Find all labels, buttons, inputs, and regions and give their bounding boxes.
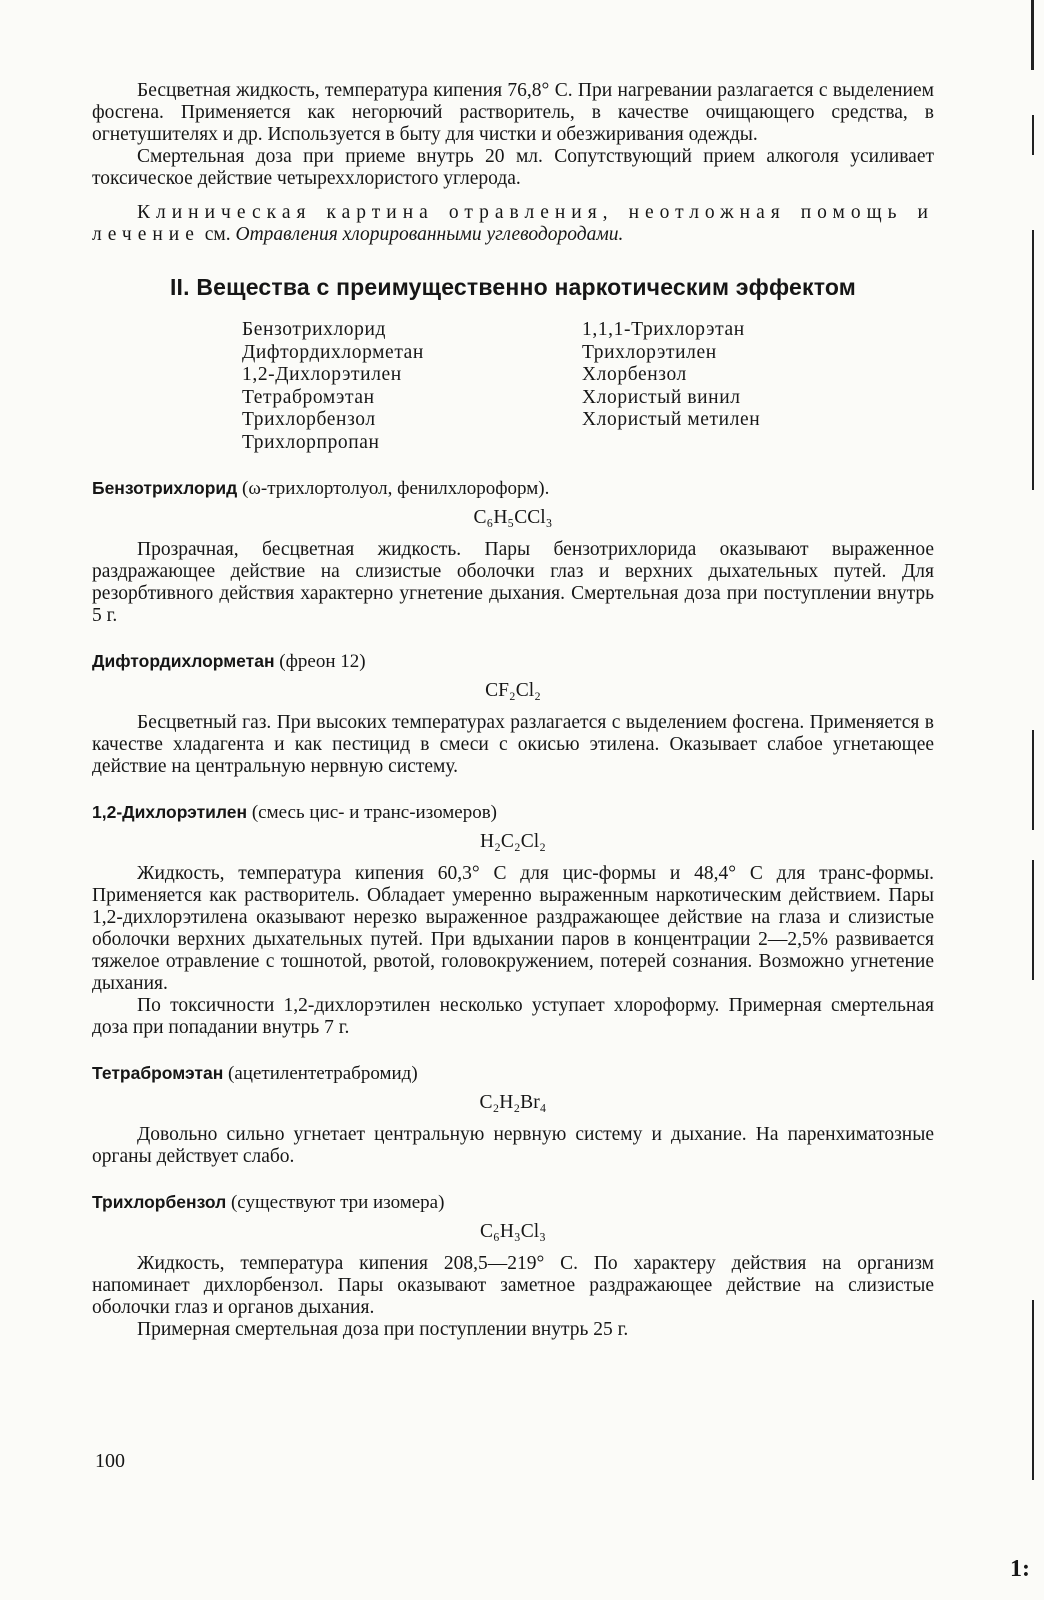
entry-heading bbox=[92, 1061, 934, 1086]
entry-heading bbox=[92, 476, 934, 501]
entry-note: (смесь цис- и транс-изомеров) bbox=[247, 802, 498, 823]
scan-edge-line bbox=[1032, 230, 1034, 490]
compound-item: 1,1,1-Трихлорэтан bbox=[582, 319, 745, 340]
scan-edge-line bbox=[1032, 730, 1034, 830]
compound-item: Хлористый винил bbox=[582, 386, 741, 408]
compound-item: Трихлорпропан bbox=[242, 431, 380, 453]
chemical-formula: C₂H₂Br₄ bbox=[479, 1092, 547, 1113]
entry-paragraph: По токсичности 1,2-дихлорэтилен несколько уступает хлороформу. Примерная смертельная доза при попадании внутрь 7 г. bbox=[92, 995, 934, 1038]
chemical-formula: CF₂Cl₂ bbox=[485, 680, 541, 701]
chemical-formula: C₆H₅CCl₃ bbox=[473, 507, 553, 528]
chemical-formula: C₆H₃Cl₃ bbox=[480, 1221, 546, 1242]
page-number: 100 bbox=[95, 1450, 125, 1472]
paragraph-boiling-info: Бесцветная жидкость, температура кипения 76,8° С. При нагревании разлагается с выделением фосгена. Применяется как негорючий растворитель, в качестве очищающего средства, в огнетушителях и др. Используется в быту для чистки и обезжиривания одежды. bbox=[92, 80, 934, 145]
scan-edge-line bbox=[1032, 115, 1034, 155]
reference-paragraph bbox=[92, 202, 934, 246]
section-title: II. Вещества с преимущественно наркотическим эффектом bbox=[169, 274, 857, 300]
chemical-formula: H₂C₂Cl₂ bbox=[480, 831, 546, 852]
entry-paragraph: Жидкость, температура кипения 60,3° С для цис-формы и 48,4° С для транс-формы. Применяется как растворитель. Обладает умеренно выраженным наркотическим действием. Пары 1,2-дихлорэтилена оказывают нерезко выраженное раздражающее действие на глаза и слизистые оболочки верхних дыхательных путей. При вдыхании паров в концентрации 2—2,5% развивается тяжелое отравление с тошнотой, рвотой, головокружением, потерей сознания. Возможно угнетение дыхания. bbox=[92, 863, 934, 994]
entry-paragraph: Прозрачная, бесцветная жидкость. Пары бензотрихлорида оказывают выраженное раздражающее действие на слизистые оболочки глаз и верхних дыхательных путей. Для резорбтивного действия характерно угнетение дыхания. Смертельная доза при поступлении внутрь 5 г. bbox=[92, 539, 934, 626]
entry-paragraph: Жидкость, температура кипения 208,5—219° С. По характеру действия на организм напоминает дихлорбензол. Пары оказывают заметное раздражающее действие на слизистые оболочки глаз и органов дыхания. bbox=[92, 1253, 934, 1318]
compound-item: Трихлорэтилен bbox=[582, 341, 717, 363]
reference-see: см. bbox=[199, 224, 236, 245]
entry-note: (фреон 12) bbox=[274, 651, 366, 672]
scan-edge-line bbox=[1032, 1300, 1034, 1480]
entry-paragraph: Довольно сильно угнетает центральную нервную систему и дыхание. На паренхиматозные органы действует слабо. bbox=[92, 1124, 934, 1167]
compound-list bbox=[242, 319, 934, 454]
entry-heading bbox=[92, 649, 934, 674]
entry-name: Тетрабромэтан bbox=[92, 1063, 224, 1083]
compound-item: 1,2-Дихлорэтилен bbox=[242, 364, 402, 385]
entry-note: (ацетилентетрабромид) bbox=[223, 1063, 418, 1084]
compound-column-left bbox=[242, 319, 582, 454]
scan-edge-line bbox=[1032, 860, 1034, 980]
compound-item: Дифтордихлорметан bbox=[242, 341, 424, 363]
entry-heading bbox=[92, 800, 934, 825]
reference-link-text: Отравления хлорированными углеводородами. bbox=[235, 224, 624, 245]
compound-item: Тетрабромэтан bbox=[242, 386, 375, 408]
entry-note: (ω-трихлортолуол, фенилхлороформ). bbox=[237, 478, 550, 499]
entry-name: Дифтордихлорметан bbox=[92, 651, 275, 671]
entry-name: Бензотрихлорид bbox=[92, 478, 238, 498]
compound-item: Трихлорбензол bbox=[242, 409, 376, 430]
paragraph-lethal-dose: Смертельная доза при приеме внутрь 20 мл. Сопутствующий прием алкоголя усиливает токсическое действие четыреххлористого углерода. bbox=[92, 146, 934, 189]
entry-heading bbox=[92, 1190, 934, 1215]
compound-item: Хлористый метилен bbox=[582, 409, 761, 430]
entry-name: Трихлорбензол bbox=[92, 1192, 227, 1212]
compound-item: Хлорбензол bbox=[582, 364, 687, 385]
reference-spaced-text: Клиническая картина отравления, неотложная помощь и лечение bbox=[92, 202, 934, 245]
entry-paragraph: Примерная смертельная доза при поступлении внутрь 25 г. bbox=[137, 1319, 629, 1340]
entry-paragraph: Бесцветный газ. При высоких температурах разлагается с выделением фосгена. Применяется в качестве хладагента и как пестицид в смеси с окисью этилена. Оказывает слабое угнетающее действие на центральную нервную систему. bbox=[92, 712, 934, 777]
entry-note: (существуют три изомера) bbox=[226, 1192, 445, 1213]
compound-item: Бензотрихлорид bbox=[242, 319, 387, 340]
corner-mark: 1: bbox=[1010, 1556, 1030, 1582]
entry-name: 1,2-Дихлорэтилен bbox=[92, 802, 248, 822]
book-page bbox=[92, 80, 934, 1341]
scan-edge-line bbox=[1031, 0, 1034, 70]
compound-column-right bbox=[582, 319, 882, 454]
